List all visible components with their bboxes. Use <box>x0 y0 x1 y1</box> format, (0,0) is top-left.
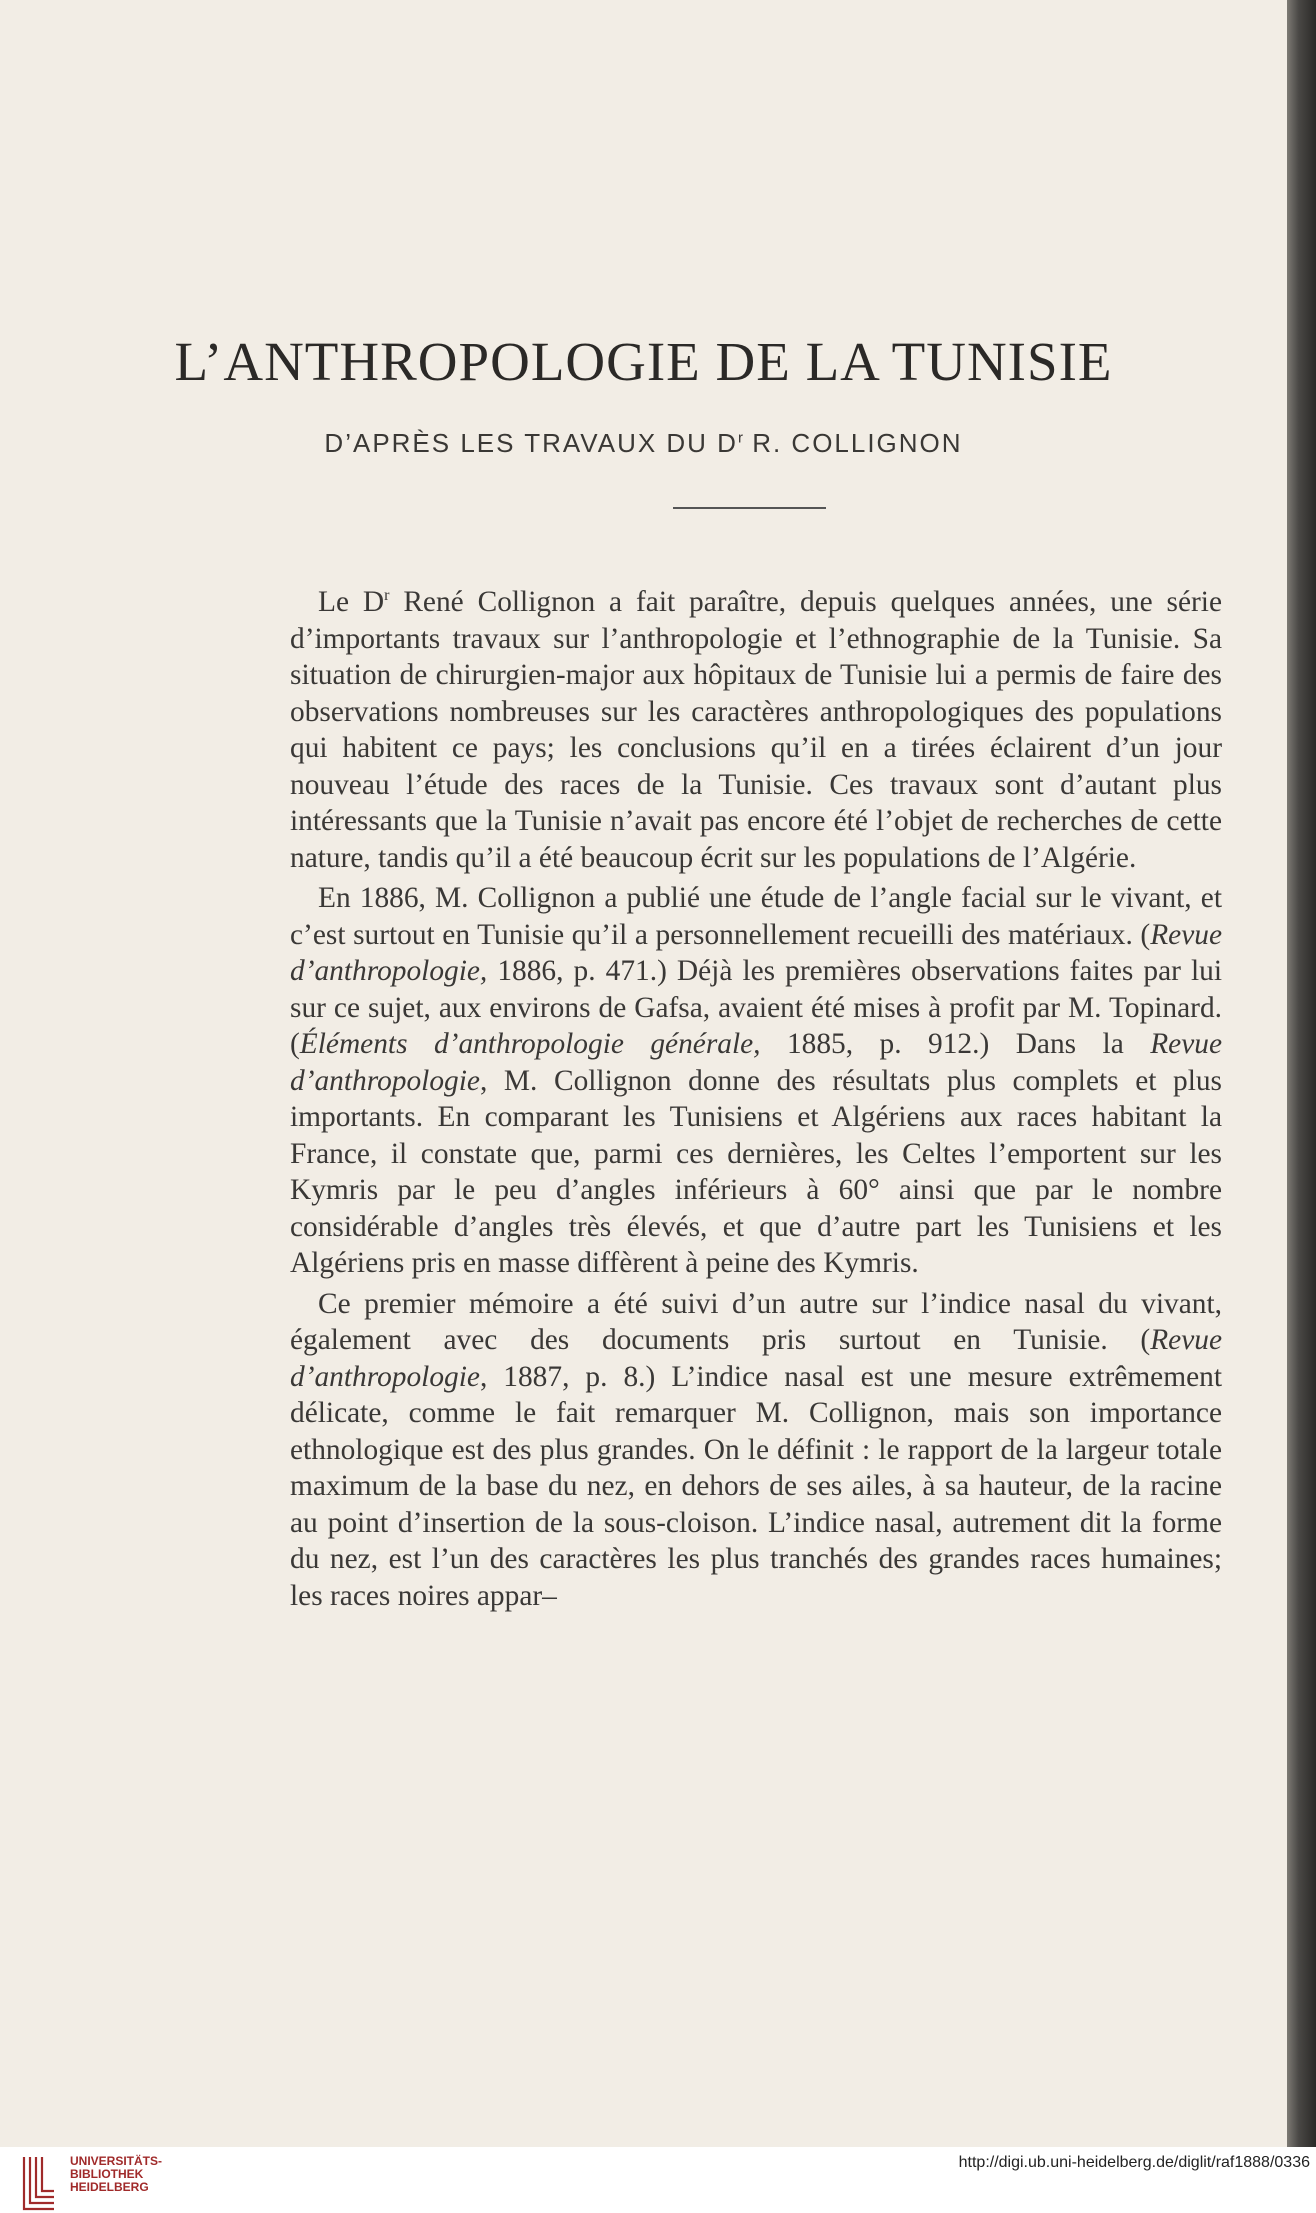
logo-line-1: UNIVERSITÄTS- <box>70 2154 163 2168</box>
body-paragraph <box>290 880 1222 1282</box>
title-divider-rule <box>673 507 826 509</box>
text-run: , 1887, p. 8.) L’indice nasal est une mesure extrêmement délicate, comme le fait remarquer M. Collignon, mais son importance ethnologique est des plus grandes. On le définit : le rapport de la largeur totale maximum de la base du nez, en dehors de ses ailes, à sa hauteur, de la racine au point d’insertion de la sous-cloison. L’indice nasal, autrement dit la forme du nez, est l’un des caractères les plus tranchés des grandes races humaines; les races noires appar– <box>290 1360 1222 1612</box>
text-run: En 1886, M. Collignon a publié une étude de l’angle facial sur le vivant, et c’est surtout en Tunisie qu’il a personnellement recueilli des matériaux. ( <box>290 882 1222 951</box>
superscript: r <box>384 587 390 605</box>
text-run: Le D <box>318 586 385 618</box>
subtitle-superscript: r <box>737 429 743 447</box>
library-logo-icon <box>20 2153 58 2213</box>
body-paragraph <box>290 1286 1222 1615</box>
italic-citation: Revue d’anthropologie <box>290 1028 1222 1097</box>
library-logo[interactable] <box>20 2153 180 2213</box>
source-url-link[interactable]: http://digi.ub.uni-heidelberg.de/diglit/raf1888/0336 <box>958 2154 1310 2171</box>
article-subtitle <box>0 428 1287 459</box>
article-body <box>290 584 1222 1614</box>
subtitle-text: D’APRÈS LES TRAVAUX DU D <box>324 428 738 458</box>
logo-line-3: HEIDELBERG <box>70 2180 149 2194</box>
text-run: , M. Collignon donne des résultats plus complets et plus importants. En comparant les Tunisiens et Algériens aux races habitant la France, il constate que, parmi ces dernières, les Celtes l’emportent sur les Kymris par le peu d’angles inférieurs à 60° ainsi que par le nombre considérable d’angles très élevés, et que d’autre part les Tunisiens et les Algériens pris en masse diffèrent à peine des Kymris. <box>290 1064 1222 1279</box>
page-edge-shadow <box>1287 0 1316 2147</box>
library-logo-text <box>70 2155 162 2194</box>
italic-citation: Revue d’anthropologie <box>290 1324 1222 1393</box>
text-run: 1886, p. 471.) Déjà les premières observations faites par lui sur ce sujet, aux environs de Gafsa, avaient été mises à profit par M. Topinard. ( <box>290 955 1222 1060</box>
text-run: Ce premier mémoire a été suivi d’un autre sur l’indice nasal du vivant, également avec des documents pris surtout en Tunisie. ( <box>290 1287 1222 1356</box>
article-title: L’ANTHROPOLOGIE DE LA TUNISIE <box>174 331 1113 392</box>
italic-citation: Revue d’anthropologie, <box>290 918 1222 987</box>
text-run: 1885, p. 912.) Dans la <box>760 1028 1151 1060</box>
italic-citation: Éléments d’anthropologie générale, <box>299 1028 761 1060</box>
logo-line-2: BIBLIOTHEK <box>70 2167 144 2181</box>
body-paragraph <box>290 584 1222 876</box>
subtitle-text-end: R. COLLIGNON <box>742 428 963 458</box>
text-run: René Collignon a fait paraître, depuis quelques années, une série d’importants travaux sur l’anthropologie et l’ethnographie de la Tunisie. Sa situation de chirurgien-major aux hôpitaux de Tunisie lui a permis de faire des observations nombreuses sur les caractères anthropologiques des populations qui habitent ce pays; les conclusions qu’il en a tirées éclairent d’un jour nouveau l’étude des races de la Tunisie. Ces travaux sont d’autant plus intéressants que la Tunisie n’avait pas encore été l’objet de recherches de cette nature, tandis qu’il a été beaucoup écrit sur les populations de l’Algérie. <box>290 586 1222 874</box>
